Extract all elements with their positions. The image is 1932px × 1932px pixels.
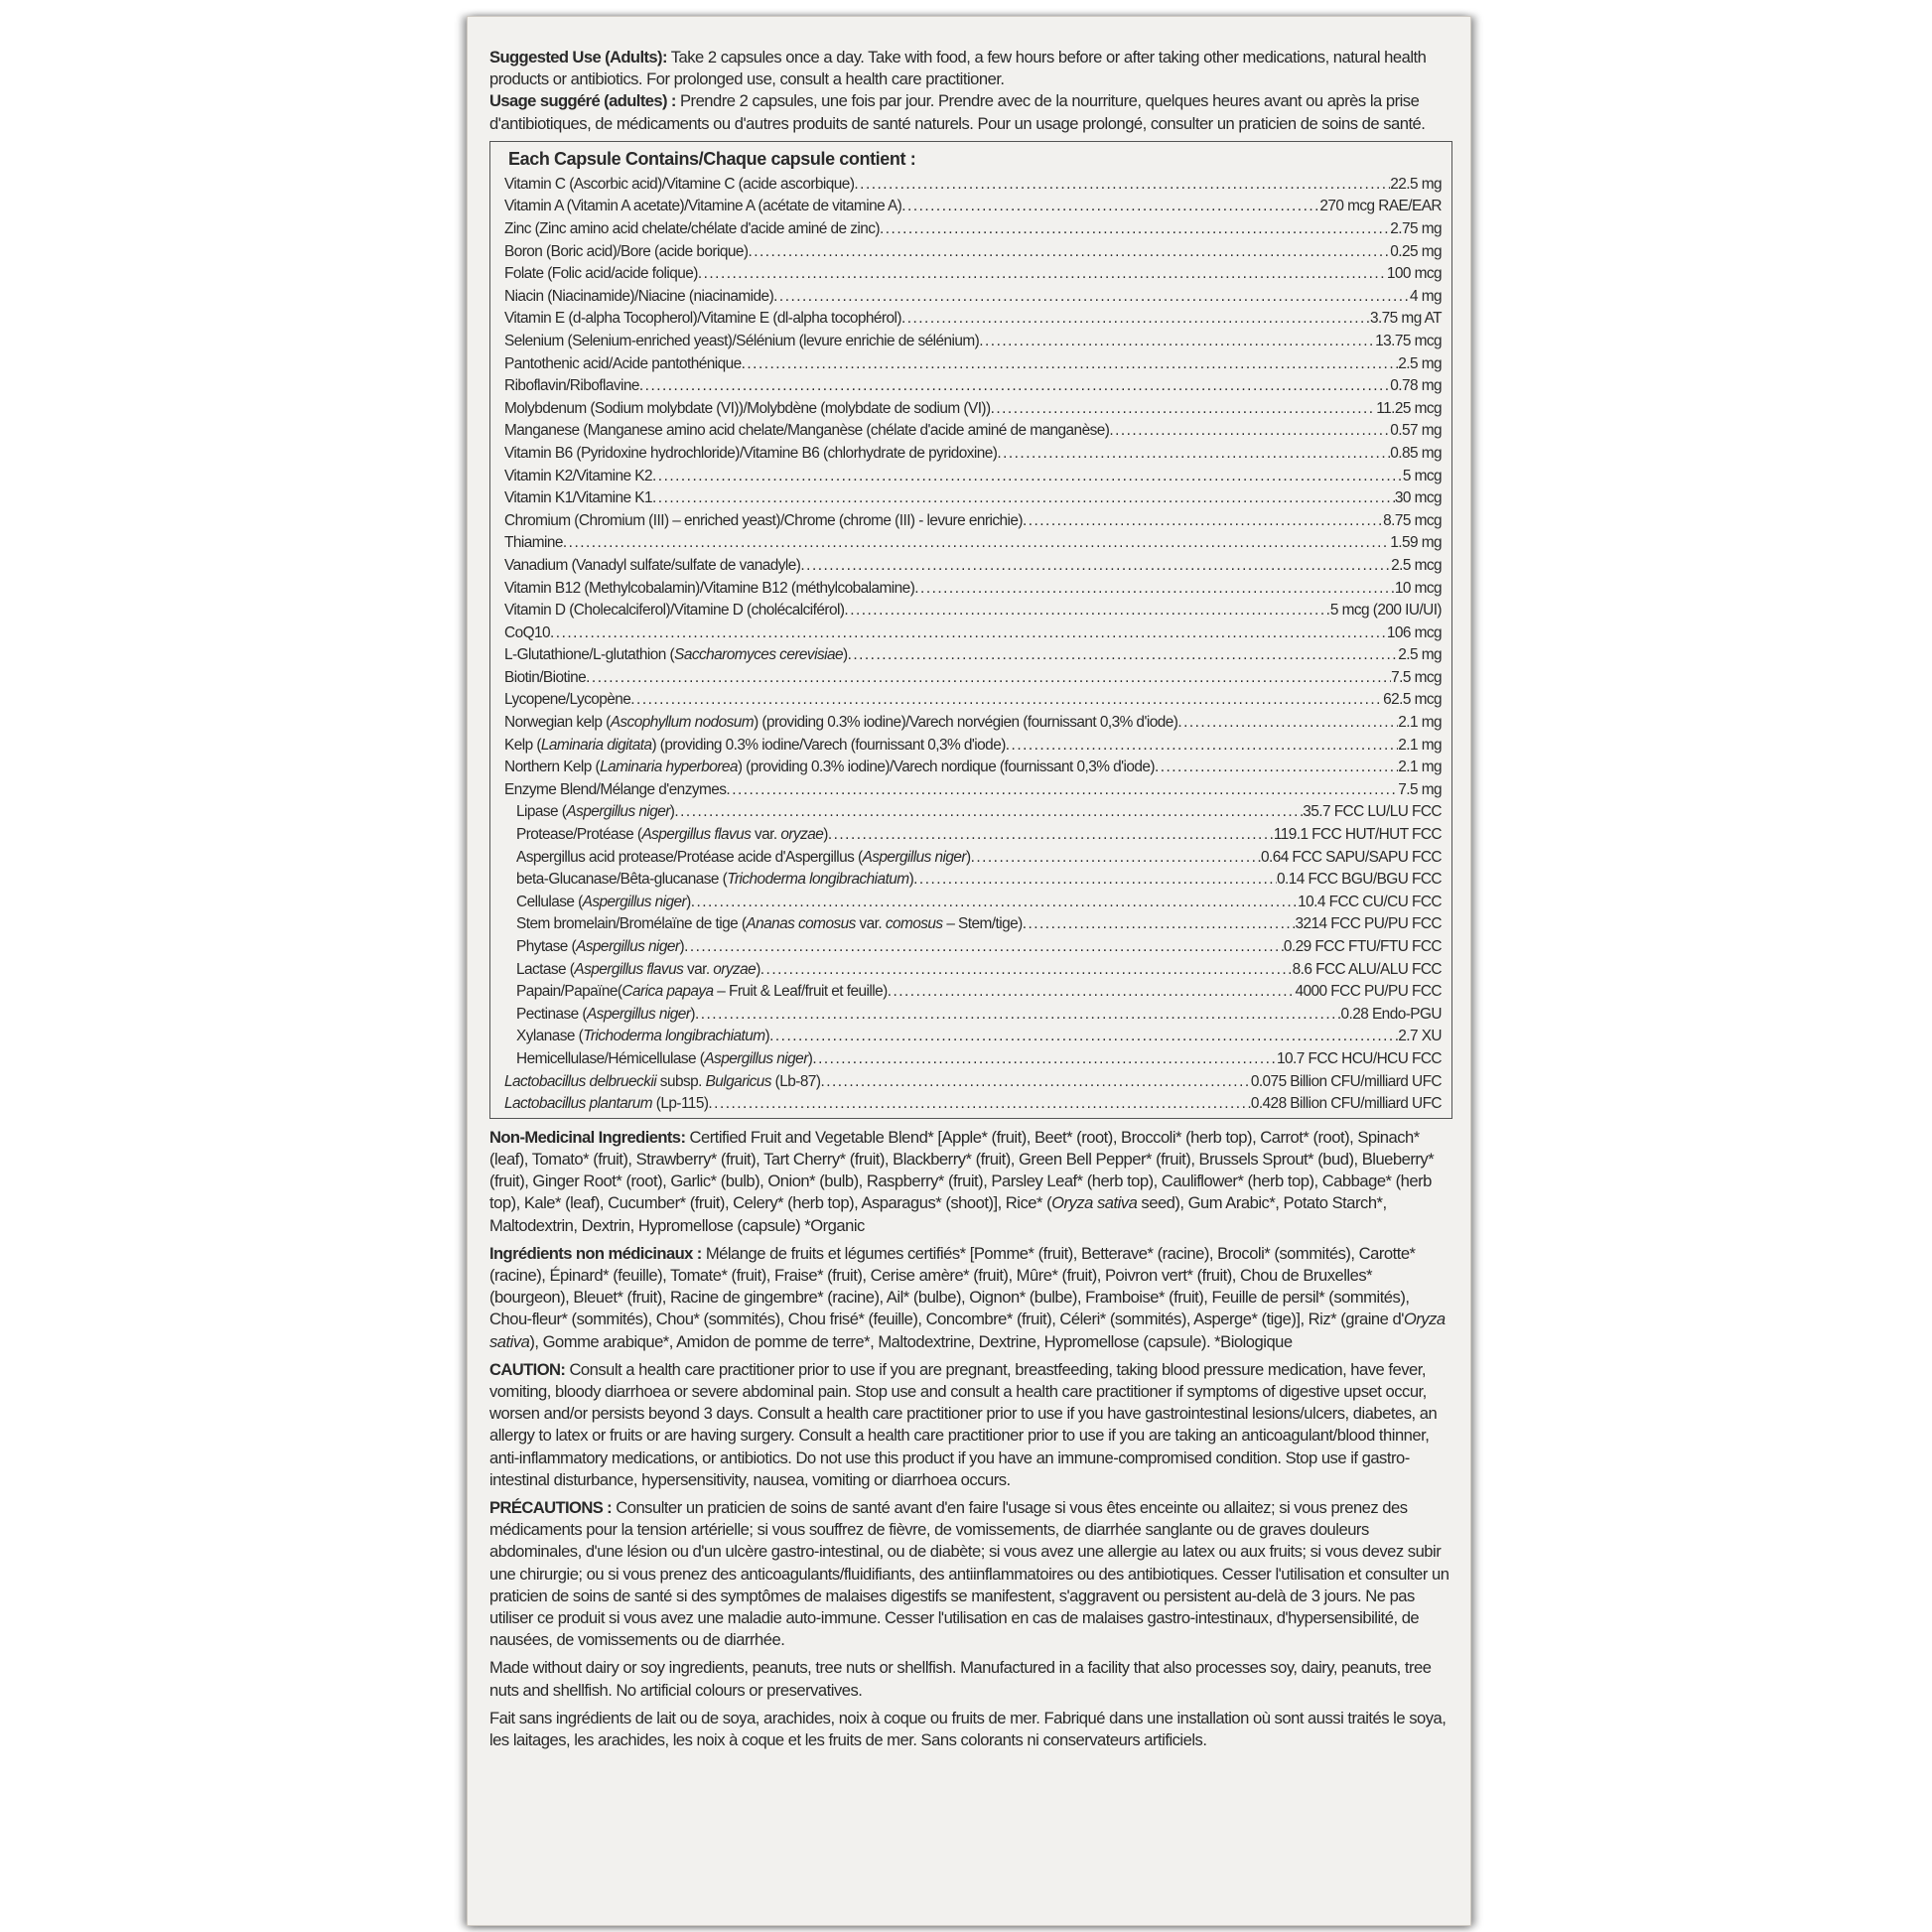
ingredient-row bbox=[504, 487, 1442, 510]
ingredient-amount: 2.75 mg bbox=[1390, 220, 1442, 237]
ingredient-label bbox=[504, 689, 630, 712]
ingredient-row bbox=[504, 532, 1442, 555]
ingredient-amount: 35.7 FCC LU/LU FCC bbox=[1303, 803, 1442, 821]
ingredient-amount: 8.75 mcg bbox=[1383, 511, 1442, 529]
ingredient-amount: 1.59 mg bbox=[1390, 534, 1442, 552]
dot-leader bbox=[844, 600, 1329, 622]
dot-leader bbox=[773, 286, 1410, 309]
ingredient-label-text: Papain/Papaïne( bbox=[516, 983, 622, 1001]
dot-leader bbox=[698, 263, 1387, 286]
ingredient-label-text: Hemicellulase/Hémicellulase ( bbox=[516, 1049, 705, 1067]
enzyme-row bbox=[504, 801, 1442, 824]
facts-rows bbox=[504, 174, 1442, 1116]
ingredient-row bbox=[504, 1071, 1442, 1094]
ingredient-amount: 0.428 Billion CFU/milliard UFC bbox=[1250, 1095, 1442, 1113]
ingredient-label-text: ) (providing 0.3% iodine)/Varech nordique (fournissant 0,3% d'iode) bbox=[737, 759, 1155, 776]
ingredient-label-text: Biotin/Biotine bbox=[504, 668, 587, 686]
ingredient-row bbox=[504, 308, 1442, 331]
ingredient-latin-name: Trichoderma longibrachiatum bbox=[727, 871, 909, 889]
dot-leader bbox=[760, 959, 1293, 982]
ingredient-row bbox=[504, 420, 1442, 443]
ingredient-label bbox=[504, 398, 991, 421]
ingredient-row bbox=[504, 466, 1442, 488]
ingredient-amount: 2.1 mg bbox=[1398, 714, 1442, 732]
dot-leader bbox=[684, 936, 1284, 959]
ingredient-amount: 0.075 Billion CFU/milliard UFC bbox=[1250, 1072, 1442, 1090]
ingredient-latin-name: Aspergillus niger bbox=[566, 803, 670, 821]
dot-leader bbox=[1006, 735, 1398, 758]
non-medicinal-text-a: Certified Fruit and Vegetable Blend* [Apple* (fruit), Beet* (root), Broccoli* (herb top), Carrot* (root), Spinach* (leaf), Tomato* (fruit), Strawberry* (fruit), Tart Cherry* (fruit), Blackberry* (fruit), Green Bell Pepper* (fruit), Brussels Sprout* (bud), Blueberry* (fruit), Ginger Root* (root), Garlic* (bulb), Onion* (bulb), Raspberry* (fruit), Parsley Leaf* (herb top), Cauliflower* (herb top), Cabbage* (herb top), Kale* (leaf), Cucumber* (fruit), Celery* (herb top), Asparagus* (shoot)], Rice* ( bbox=[489, 1127, 1435, 1213]
ingredient-label-text: Vitamin D (Cholecalciferol)/Vitamine D (cholécalciférol) bbox=[504, 602, 845, 620]
dot-leader bbox=[812, 1048, 1277, 1071]
ingredient-label bbox=[504, 712, 1177, 735]
ingredient-row bbox=[504, 443, 1442, 466]
dot-leader bbox=[563, 532, 1390, 555]
ingredient-label bbox=[504, 353, 742, 376]
ingredient-label bbox=[504, 241, 748, 264]
ingredient-latin-name: Laminaria hyperborea bbox=[600, 759, 738, 776]
ingredient-row bbox=[504, 622, 1442, 645]
ingredient-label bbox=[504, 869, 913, 892]
dot-leader bbox=[848, 644, 1399, 667]
ingredient-label-text: ) bbox=[756, 960, 760, 978]
suggested-use-fr-label: Usage suggéré (adultes) : bbox=[489, 91, 676, 111]
facts-heading: Each Capsule Contains/Chaque capsule contient : bbox=[508, 148, 916, 169]
dot-leader bbox=[695, 1004, 1341, 1027]
ingredient-label bbox=[504, 779, 726, 802]
ingredient-amount: 2.5 mg bbox=[1398, 354, 1442, 372]
ingredient-label bbox=[504, 644, 848, 667]
ingredient-label bbox=[504, 532, 563, 555]
dot-leader bbox=[901, 308, 1370, 331]
ingredient-label-text: Molybdenum (Sodium molybdate (VI))/Molybdène (molybdate de sodium (VI)) bbox=[504, 399, 991, 417]
ingredient-label bbox=[504, 375, 639, 398]
ingredient-latin-name: Aspergillus niger bbox=[704, 1049, 808, 1067]
ingredient-amount: 10 mcg bbox=[1394, 579, 1442, 597]
ingredient-label-text: Vitamin K2/Vitamine K2 bbox=[504, 467, 653, 484]
dot-leader bbox=[888, 981, 1296, 1004]
ingredient-row bbox=[504, 286, 1442, 309]
dot-leader bbox=[748, 241, 1390, 264]
ingredient-label-text: Protease/Protéase ( bbox=[516, 826, 642, 844]
ingredient-row bbox=[504, 510, 1442, 533]
dot-leader bbox=[880, 218, 1390, 241]
ingredient-label-text: ) bbox=[823, 826, 828, 844]
ingredient-amount: 4 mg bbox=[1409, 287, 1442, 305]
label-panel bbox=[467, 16, 1471, 1926]
dot-leader bbox=[726, 779, 1398, 802]
ingredient-amount: 11.25 mcg bbox=[1376, 399, 1442, 417]
ingredient-label-text: ) (providing 0.3% iodine)/Varech norvégien (fournissant 0,3% d'iode) bbox=[754, 714, 1178, 732]
dot-leader bbox=[708, 1093, 1250, 1116]
ingredient-row bbox=[504, 174, 1442, 197]
ingredient-amount: 22.5 mg bbox=[1390, 175, 1442, 193]
enzyme-row bbox=[504, 981, 1442, 1004]
allergen-statement-en: Made without dairy or soy ingredients, peanuts, tree nuts or shellfish. Manufactured in a facility that also processes soy, dairy, peanuts, tree nuts and shellfish. No artificial colours or preservatives. bbox=[489, 1658, 1432, 1700]
ingredient-label bbox=[504, 892, 691, 914]
ingredient-latin-name: Aspergillus niger bbox=[582, 893, 687, 910]
enzyme-row bbox=[504, 892, 1442, 914]
ingredient-label-text: Xylanase ( bbox=[516, 1028, 584, 1045]
ingredient-latin-name: Aspergillus niger bbox=[576, 938, 680, 955]
ingredient-label-text: Vitamin K1/Vitamine K1 bbox=[504, 489, 653, 507]
enzyme-row bbox=[504, 1004, 1442, 1027]
ingredient-amount: 270 mcg RAE/EAR bbox=[1319, 198, 1442, 215]
ingredient-row bbox=[504, 689, 1442, 712]
ingredient-label bbox=[504, 667, 586, 690]
ingredient-label-text: var. bbox=[751, 826, 781, 844]
dot-leader bbox=[630, 689, 1383, 712]
ingredient-label-text: var. bbox=[683, 960, 714, 978]
caution-text: Consult a health care practitioner prior to use if you are pregnant, breastfeeding, taking blood pressure medication, have fever, vomiting, bloody diarrhoea or severe abdominal pain. Stop use and consult a health care practitioner if symptoms of digestive upset occur, worsen and/or persists beyond 3 days. Consult a health care practitioner prior to use if you have gastrointestinal lesions/ulcers, diabetes, an allergy to latex or fruits or are having surgery. Consult a health care practitioner prior to use if you are taking an anticoagulant/blood thinner, anti-inflammatory medications, or antibiotics. Do not use this product if you have an immune-compromised condition. Stop use if gastro-intestinal disturbance, hypersensitivity, nausea, vomiting or diarrhoea occurs. bbox=[489, 1359, 1438, 1489]
suggested-use-en-text: Take 2 capsules once a day. Take with food, a few hours before or after taking other medications, natural health products or antibiotics. For prolonged use, consult a health care practitioner. bbox=[489, 48, 1427, 89]
ingredient-label-text: (Lb-87) bbox=[770, 1072, 821, 1090]
ingredient-label-text: ) (providing 0.3% iodine/Varech (fournissant 0,3% d'iode) bbox=[651, 736, 1006, 754]
ingredient-amount: 3.75 mg AT bbox=[1369, 310, 1442, 328]
enzyme-row bbox=[504, 869, 1442, 892]
dot-leader bbox=[742, 353, 1399, 376]
dot-leader bbox=[1023, 510, 1383, 533]
ingredient-label-text: Niacin (Niacinamide)/Niacine (niacinamide) bbox=[504, 287, 774, 305]
ingredient-label bbox=[504, 555, 800, 578]
ingredient-label-text: Cellulase ( bbox=[516, 893, 583, 910]
ingredient-amount: 5 mcg (200 IU/UI) bbox=[1329, 602, 1442, 620]
ingredient-amount: 2.1 mg bbox=[1398, 759, 1442, 776]
dot-leader bbox=[769, 1026, 1398, 1048]
enzyme-row bbox=[504, 1048, 1442, 1071]
dot-leader bbox=[674, 801, 1303, 824]
ingredient-label bbox=[504, 196, 901, 218]
ingredient-label bbox=[504, 308, 901, 331]
ingredient-latin-name: Trichoderma longibrachiatum bbox=[583, 1028, 765, 1045]
ingredient-row bbox=[504, 578, 1442, 601]
ingredient-amount: 10.7 FCC HCU/HCU FCC bbox=[1276, 1049, 1442, 1067]
ingredient-label-text: Vitamin B12 (Methylcobalamin)/Vitamine B12 (méthylcobalamine) bbox=[504, 579, 915, 597]
non-medicinal-ingredients-fr bbox=[489, 1243, 1452, 1353]
ingredient-amount: 2.5 mg bbox=[1398, 646, 1442, 664]
caution-paragraph bbox=[489, 1359, 1452, 1491]
ingredient-label-text: Lipase ( bbox=[516, 803, 567, 821]
dot-leader bbox=[800, 555, 1391, 578]
dot-leader bbox=[991, 398, 1377, 421]
ingredient-label-text: Phytase ( bbox=[516, 938, 577, 955]
ingredient-amount: 100 mcg bbox=[1386, 265, 1442, 283]
ingredient-label bbox=[504, 1093, 708, 1116]
ingredient-latin-name: Ananas comosus bbox=[746, 915, 856, 933]
enzyme-row bbox=[504, 913, 1442, 936]
ingredient-label bbox=[504, 443, 997, 466]
ingredient-label bbox=[504, 263, 698, 286]
dot-leader bbox=[639, 375, 1390, 398]
ingredient-amount: 119.1 FCC HUT/HUT FCC bbox=[1273, 826, 1442, 844]
ingredient-amount: 7.5 mcg bbox=[1391, 668, 1442, 686]
precautions-label: PRÉCAUTIONS : bbox=[489, 1498, 613, 1517]
dot-leader bbox=[1109, 420, 1390, 443]
dot-leader bbox=[914, 578, 1395, 601]
ingredient-label-text: beta-Glucanase/Bêta-glucanase ( bbox=[516, 871, 728, 889]
ingredient-row bbox=[504, 241, 1442, 264]
ingredient-label bbox=[504, 578, 914, 601]
non-medicinal-fr-text-b: ), Gomme arabique*, Amidon de pomme de terre*, Maltodextrine, Dextrine, Hypromellose (capsule). *Biologique bbox=[529, 1331, 1293, 1351]
non-medicinal-italic: Oryza sativa bbox=[1051, 1193, 1138, 1213]
ingredient-amount: 0.28 Endo-PGU bbox=[1340, 1005, 1442, 1023]
ingredient-label-text: (Lp-115) bbox=[652, 1095, 709, 1113]
ingredient-row bbox=[504, 263, 1442, 286]
label-content bbox=[489, 47, 1452, 1757]
ingredient-row bbox=[504, 757, 1442, 779]
ingredient-latin-name: Laminaria digitata bbox=[540, 736, 652, 754]
ingredient-amount: 0.64 FCC SAPU/SAPU FCC bbox=[1260, 848, 1442, 866]
ingredient-label-text: Northern Kelp ( bbox=[504, 759, 601, 776]
ingredient-amount: 8.6 FCC ALU/ALU FCC bbox=[1292, 960, 1442, 978]
suggested-use-fr-text: Prendre 2 capsules, une fois par jour. Prendre avec de la nourriture, quelques heures avant ou après la prise d'antibiotiques, de médicaments ou d'autres produits de santé naturels. Pour un usage prolongé, consulter un praticien de soins de santé. bbox=[489, 91, 1426, 133]
ingredient-label-text: Pectinase ( bbox=[516, 1005, 587, 1023]
ingredient-row bbox=[504, 1093, 1442, 1116]
ingredient-latin-name: Aspergillus niger bbox=[586, 1005, 691, 1023]
ingredient-label bbox=[504, 757, 1155, 779]
ingredient-amount: 62.5 mcg bbox=[1383, 691, 1442, 709]
dot-leader bbox=[1155, 757, 1398, 779]
dot-leader bbox=[652, 466, 1403, 488]
ingredient-label bbox=[504, 959, 760, 982]
dot-leader bbox=[820, 1071, 1250, 1094]
ingredient-label bbox=[504, 981, 888, 1004]
ingredient-label-text: Vitamin A (Vitamin A acetate)/Vitamine A (acétate de vitamine A) bbox=[504, 198, 902, 215]
ingredient-label-text: ) bbox=[908, 871, 914, 889]
ingredient-label-text: Zinc (Zinc amino acid chelate/chélate d'acide aminé de zinc) bbox=[504, 220, 880, 237]
dot-leader bbox=[550, 622, 1387, 645]
ingredient-row bbox=[504, 555, 1442, 578]
ingredient-latin-name: Aspergillus flavus bbox=[641, 826, 752, 844]
ingredient-label-text: Chromium (Chromium (III) – enriched yeast)/Chrome (chrome (III) - levure enrichie) bbox=[504, 511, 1023, 529]
ingredient-row bbox=[504, 712, 1442, 735]
ingredient-label bbox=[504, 286, 773, 309]
ingredient-row bbox=[504, 398, 1442, 421]
ingredient-label-text: Vitamin C (Ascorbic acid)/Vitamine C (acide ascorbique) bbox=[504, 175, 855, 193]
ingredient-label-text: Selenium (Selenium-enriched yeast)/Sélénium (levure enrichie de sélénium) bbox=[504, 332, 980, 349]
ingredient-latin-name: Saccharomyces cerevisiae bbox=[674, 646, 843, 664]
ingredient-label-text: ) bbox=[690, 1005, 695, 1023]
ingredient-label bbox=[504, 600, 844, 622]
ingredient-label-text: Lycopene/Lycopène bbox=[504, 691, 631, 709]
ingredient-label-text: – Fruit & Leaf/fruit et feuille) bbox=[713, 983, 888, 1001]
caution-label: CAUTION: bbox=[489, 1359, 566, 1379]
ingredient-label bbox=[504, 824, 828, 847]
dot-leader bbox=[586, 667, 1391, 690]
ingredient-label-text: Riboflavin/Riboflavine bbox=[504, 377, 639, 395]
non-medicinal-fr-text-a: Mélange de fruits et légumes certifiés* [Pomme* (fruit), Betterave* (racine), Brocoli* (sommités), Carotte* (racine), Épinard* (feuille), Tomate* (fruit), Fraise* (fruit), Cerise amère* (fruit), Mûre* (fruit), Poivron vert* (fruit), Chou de Bruxelles* (bourgeon), Bleuet* (fruit), Racine de gingembre* (racine), Ail* (bulbe), Oignon* (bulbe), Framboise* (fruit), Feuille de persil* (sommités), Chou-fleur* (sommités), Chou* (sommités), Chou frisé* (feuille), Concombre* (fruit), Céleri* (sommités), Asperge* (tige)], Riz* (graine d' bbox=[489, 1243, 1416, 1329]
ingredient-label-text: – Stem/tige) bbox=[942, 915, 1023, 933]
ingredient-amount: 2.5 mcg bbox=[1391, 556, 1442, 574]
dot-leader bbox=[901, 196, 1319, 218]
ingredient-amount: 0.25 mg bbox=[1390, 242, 1442, 260]
ingredient-label bbox=[504, 218, 880, 241]
ingredient-amount: 106 mcg bbox=[1386, 623, 1442, 641]
ingredient-amount: 30 mcg bbox=[1394, 489, 1442, 507]
ingredient-amount: 3214 FCC PU/PU FCC bbox=[1295, 915, 1442, 933]
ingredient-label-text: Norwegian kelp ( bbox=[504, 714, 611, 732]
ingredient-label bbox=[504, 510, 1023, 533]
ingredient-latin-name: Aspergillus flavus bbox=[574, 960, 684, 978]
ingredient-label-text: Kelp ( bbox=[504, 736, 541, 754]
ingredient-row bbox=[504, 644, 1442, 667]
ingredient-amount: 0.57 mg bbox=[1390, 422, 1442, 440]
allergen-statement-fr: Fait sans ingrédients de lait ou de soya, arachides, noix à coque ou fruits de mer. Fabriqué dans une installation où sont aussi traités le soya, les laitages, les arachides, les noix à coque et les fruits de mer. Sans colorants ni conservateurs artificiels. bbox=[489, 1708, 1447, 1750]
ingredient-label bbox=[504, 622, 550, 645]
ingredient-label bbox=[504, 466, 652, 488]
ingredient-label-text: ) bbox=[764, 1028, 770, 1045]
dot-leader bbox=[913, 869, 1277, 892]
non-medicinal-fr-label: Ingrédients non médicinaux : bbox=[489, 1243, 702, 1263]
dot-leader bbox=[979, 331, 1375, 353]
ingredient-label bbox=[504, 420, 1109, 443]
ingredient-label-text: Vanadium (Vanadyl sulfate/sulfate de vanadyle) bbox=[504, 556, 801, 574]
ingredient-label-text: Folate (Folic acid/acide folique) bbox=[504, 265, 698, 283]
ingredient-amount: 2.7 XU bbox=[1398, 1028, 1442, 1045]
ingredient-amount: 5 mcg bbox=[1402, 467, 1442, 484]
ingredient-amount: 0.78 mg bbox=[1390, 377, 1442, 395]
ingredient-label-text: Boron (Boric acid)/Bore (acide borique) bbox=[504, 242, 749, 260]
ingredient-row bbox=[504, 779, 1442, 802]
ingredient-row bbox=[504, 600, 1442, 622]
dot-leader bbox=[1177, 712, 1398, 735]
ingredient-amount: 2.1 mg bbox=[1398, 736, 1442, 754]
ingredient-latin-name: Lactobacillus plantarum bbox=[504, 1095, 653, 1113]
ingredient-latin-name: comosus bbox=[885, 915, 943, 933]
ingredient-latin-name: Aspergillus niger bbox=[862, 848, 966, 866]
enzyme-row bbox=[504, 847, 1442, 870]
non-medicinal-fr-italic: Oryza sativa bbox=[489, 1310, 1446, 1351]
ingredient-label-text: Thiamine bbox=[504, 534, 563, 552]
dot-leader bbox=[854, 174, 1390, 197]
supplement-facts-box bbox=[489, 141, 1452, 1119]
ingredient-label bbox=[504, 487, 652, 510]
ingredient-row bbox=[504, 196, 1442, 218]
ingredient-label bbox=[504, 331, 979, 353]
ingredient-label-text: Pantothenic acid/Acide pantothénique bbox=[504, 354, 742, 372]
dot-leader bbox=[997, 443, 1390, 466]
ingredient-label-text: ) bbox=[686, 893, 691, 910]
ingredient-label-text: Lactase ( bbox=[516, 960, 575, 978]
ingredient-latin-name: Carica papaya bbox=[621, 983, 714, 1001]
ingredient-label-text: Manganese (Manganese amino acid chelate/Manganèse (chélate d'acide aminé de manganèse) bbox=[504, 422, 1110, 440]
non-medicinal-text-b: seed), Gum Arabic*, Potato Starch*, Maltodextrin, Dextrin, Hypromellose (capsule) *Organic bbox=[489, 1193, 1387, 1235]
ingredient-label bbox=[504, 735, 1006, 758]
ingredient-latin-name: oryzae bbox=[713, 960, 757, 978]
ingredient-label-text: L-Glutathione/L-glutathion ( bbox=[504, 646, 675, 664]
ingredient-label-text: Vitamin B6 (Pyridoxine hydrochloride)/Vitamine B6 (chlorhydrate de pyridoxine) bbox=[504, 444, 998, 462]
ingredient-amount: 10.4 FCC CU/CU FCC bbox=[1298, 893, 1442, 910]
ingredient-label-text: subsp. bbox=[656, 1072, 706, 1090]
ingredient-label-text: Stem bromelain/Bromélaïne de tige ( bbox=[516, 915, 747, 933]
ingredient-amount: 0.14 FCC BGU/BGU FCC bbox=[1276, 871, 1442, 889]
ingredient-label-text: ) bbox=[669, 803, 675, 821]
ingredient-label bbox=[504, 801, 674, 824]
ingredient-row bbox=[504, 667, 1442, 690]
enzyme-row bbox=[504, 959, 1442, 982]
ingredient-label-text: Aspergillus acid protease/Protéase acide d'Aspergillus ( bbox=[516, 848, 863, 866]
enzyme-row bbox=[504, 936, 1442, 959]
ingredient-label bbox=[504, 1026, 769, 1048]
ingredient-label-text: ) bbox=[679, 938, 685, 955]
ingredient-amount: 13.75 mcg bbox=[1375, 332, 1442, 349]
suggested-use-en-label: Suggested Use (Adults): bbox=[489, 48, 667, 67]
ingredient-row bbox=[504, 375, 1442, 398]
ingredient-row bbox=[504, 735, 1442, 758]
ingredient-label bbox=[504, 1048, 812, 1071]
ingredient-label bbox=[504, 1004, 695, 1027]
ingredient-latin-name: Bulgaricus bbox=[705, 1072, 771, 1090]
ingredient-row bbox=[504, 331, 1442, 353]
ingredient-label-text: CoQ10 bbox=[504, 623, 551, 641]
ingredient-row bbox=[504, 353, 1442, 376]
dot-leader bbox=[971, 847, 1261, 870]
dot-leader bbox=[828, 824, 1274, 847]
dot-leader bbox=[652, 487, 1395, 510]
ingredient-amount: 0.85 mg bbox=[1390, 444, 1442, 462]
ingredient-amount: 4000 FCC PU/PU FCC bbox=[1295, 983, 1442, 1001]
ingredient-amount: 7.5 mg bbox=[1398, 780, 1442, 798]
ingredient-label bbox=[504, 936, 684, 959]
ingredient-label-text: var. bbox=[855, 915, 886, 933]
non-medicinal-ingredients bbox=[489, 1127, 1452, 1237]
ingredient-label-text: Enzyme Blend/Mélange d'enzymes bbox=[504, 780, 727, 798]
ingredient-latin-name: Lactobacillus delbrueckii bbox=[504, 1072, 657, 1090]
enzyme-row bbox=[504, 824, 1442, 847]
ingredient-label-text: ) bbox=[966, 848, 971, 866]
dot-leader bbox=[691, 892, 1298, 914]
ingredient-label-text: ) bbox=[842, 646, 848, 664]
ingredient-label bbox=[504, 847, 971, 870]
suggested-use-en bbox=[489, 47, 1452, 135]
ingredient-amount: 0.29 FCC FTU/FTU FCC bbox=[1283, 938, 1442, 955]
dot-leader bbox=[1023, 913, 1296, 936]
ingredient-latin-name: oryzae bbox=[780, 826, 824, 844]
ingredient-latin-name: Ascophyllum nodosum bbox=[610, 714, 755, 732]
precautions-paragraph bbox=[489, 1497, 1452, 1651]
ingredient-row bbox=[504, 218, 1442, 241]
precautions-text: Consulter un praticien de soins de santé avant d'en faire l'usage si vous êtes enceinte ou allaitez; si vous prenez des médicaments pour la tension artérielle; si vous souffrez de fièvre, de vomissements, de diarrhée sanglante ou de graves douleurs abdominales, d'une lésion ou d'un ulcère gastro-intestinal, ou de diabète; si vous avez une allergie au latex ou aux fruits; si vous devez subir une chirurgie; ou si vous prenez des anticoagulants/fluidifiants, des antiinflammatoires ou des antibiotiques. Cesser l'utilisation et consulter un praticien de soins de santé si des symptômes de malaises digestifs se manifestent, s'aggravent ou persistent au-delà de 3 jours. Ne pas utiliser ce produit si vous avez une maladie auto-immune. Cesser l'utilisation en cas de malaises gastro-intestinaux, d'hypersensibilité, de nausées, de vomissements ou de diarrhée. bbox=[489, 1498, 1449, 1650]
ingredient-label-text: Vitamin E (d-alpha Tocopherol)/Vitamine E (dl-alpha tocophérol) bbox=[504, 310, 901, 328]
ingredient-label bbox=[504, 913, 1023, 936]
ingredient-label-text: ) bbox=[807, 1049, 813, 1067]
ingredient-label bbox=[504, 1071, 820, 1094]
non-medicinal-label: Non-Medicinal Ingredients: bbox=[489, 1127, 686, 1147]
enzyme-row bbox=[504, 1026, 1442, 1048]
ingredient-label bbox=[504, 174, 854, 197]
